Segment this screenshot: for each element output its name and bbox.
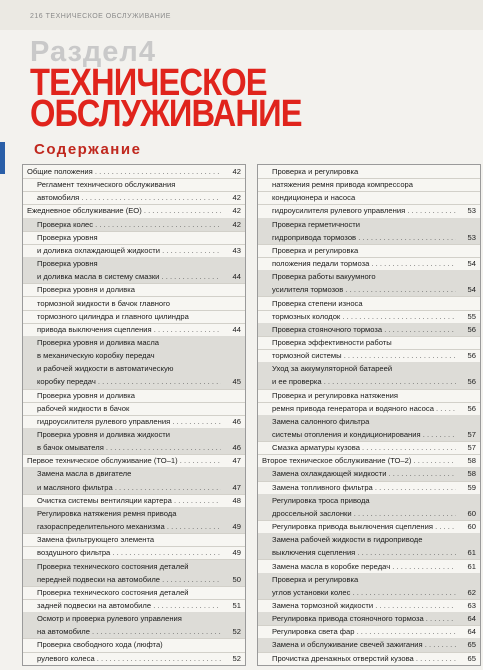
toc-entry-page: 42 xyxy=(232,193,241,203)
toc-entry-page: 56 xyxy=(467,377,476,387)
toc-entry-title: Проверка уровня и доливка жидкости xyxy=(37,430,170,439)
toc-entry-title: Регулировка натяжения ремня привода xyxy=(37,508,177,518)
toc-entry xyxy=(23,481,245,495)
toc-entry-title: Регулировка привода выключения сцепления . . . xyxy=(272,520,456,533)
toc-entry xyxy=(23,297,245,311)
toc-entry-title: выключения сцепления . . . xyxy=(272,546,456,559)
toc-entry-title: Проверка и регулировка xyxy=(272,574,359,584)
toc-entry xyxy=(23,310,245,324)
chapter-title-line2: ОБСЛУЖИВАНИЕ xyxy=(30,93,302,135)
toc-entry-title: передней подвески на автомобиле . . . xyxy=(37,573,221,586)
toc-entry xyxy=(23,625,245,639)
toc-entry xyxy=(258,204,480,218)
toc-entry xyxy=(258,454,480,468)
toc-entry-title: положения педали тормоза . . . xyxy=(272,257,456,270)
toc-entry xyxy=(23,270,245,284)
toc-entry xyxy=(258,218,480,232)
toc-entry-page: 58 xyxy=(467,456,476,466)
toc-entry-page: 61 xyxy=(467,561,476,571)
toc-entry-title: газораспределительного механизма . . . xyxy=(37,520,221,533)
toc-entry xyxy=(23,218,245,232)
toc-entry xyxy=(258,441,480,455)
toc-entry-page: 54 xyxy=(467,285,476,295)
toc-entry xyxy=(258,612,480,626)
toc-entry-title: Проверка свободного хода (люфта) xyxy=(37,640,163,650)
toc-entry-title: Проверка эффективности работы xyxy=(272,337,392,347)
toc-entry-title: Замена тормозной жидкости . . . xyxy=(272,599,456,612)
contents-heading: Содержание xyxy=(34,141,142,158)
toc-entry xyxy=(258,362,480,376)
toc-entry-page: 52 xyxy=(232,627,241,637)
toc-entry-page: 49 xyxy=(232,522,241,532)
toc-entry-title: воздушного фильтра . . . xyxy=(37,546,221,559)
toc-entry xyxy=(258,297,480,311)
toc-entry-title: привода выключения сцепления . . . xyxy=(37,323,221,336)
toc-entry xyxy=(258,560,480,574)
toc-entry-title: рабочей жидкости в бачок xyxy=(37,403,130,413)
top-bar xyxy=(0,0,483,30)
toc-entry-title: и рабочей жидкости в автоматическую xyxy=(37,364,174,374)
toc-entry-title: Осмотр и проверка рулевого управления xyxy=(37,614,182,624)
toc-entry xyxy=(23,244,245,258)
toc-entry-page: 42 xyxy=(232,167,241,176)
toc-entry-title: коробку передач . . . xyxy=(37,375,221,388)
toc-entry-title: Проверка уровня и доливка масла xyxy=(37,337,159,347)
toc-entry xyxy=(23,231,245,245)
toc-entry-title: гидропривода тормозов . . . xyxy=(272,231,456,244)
toc-entry-title: Замена рабочей жидкости в гидроприводе xyxy=(272,535,423,545)
toc-entry xyxy=(258,191,480,205)
toc-entry-title: Регулировка света фар . . . xyxy=(272,625,456,638)
toc-entry xyxy=(258,481,480,495)
toc-entry xyxy=(23,586,245,600)
toc-entry xyxy=(23,283,245,297)
toc-entry xyxy=(258,625,480,639)
toc-column-right xyxy=(257,164,481,666)
toc-entry-title: Проверка уровня и доливка xyxy=(37,390,135,400)
toc-entry xyxy=(23,336,245,350)
toc-entry xyxy=(258,389,480,403)
toc-entry-page: 61 xyxy=(467,548,476,558)
toc-entry-page: 46 xyxy=(232,443,241,453)
toc-entry xyxy=(23,520,245,534)
toc-entry-page: 50 xyxy=(232,574,241,584)
toc-entry xyxy=(258,375,480,389)
toc-entry-page: 63 xyxy=(467,600,476,610)
toc-entry-page: 53 xyxy=(467,206,476,216)
toc-entry-page: 44 xyxy=(232,324,241,334)
toc-entry xyxy=(23,599,245,613)
toc-entry xyxy=(258,257,480,271)
toc-entry-title: дроссельной заслонки . . . xyxy=(272,507,456,520)
toc-entry xyxy=(258,533,480,547)
toc-entry-title: в бачок омывателя . . . xyxy=(37,441,221,454)
toc-entry-title: рулевого колеса . . . xyxy=(37,652,221,665)
toc-entry xyxy=(258,494,480,508)
toc-entry-title: ремня привода генератора и водяного насоса . . . xyxy=(272,402,456,415)
toc-entry-title: Первое техническое обслуживание (ТО–1) . . . xyxy=(27,454,221,467)
toc-entry-page: 60 xyxy=(467,522,476,532)
toc-entry xyxy=(258,310,480,324)
toc-entry xyxy=(258,231,480,245)
toc-entry-title: Ежедневное обслуживание (ЕО) . . . xyxy=(27,204,221,217)
toc-entry-title: гидроусилителя рулевого управления . . . xyxy=(272,204,456,217)
toc-entry xyxy=(258,165,480,179)
toc-entry xyxy=(258,270,480,284)
toc-entry-title: и доливка охлаждающей жидкости . . . xyxy=(37,244,221,257)
toc-entry xyxy=(258,467,480,481)
toc-entry-title: Проверка колес . . . xyxy=(37,218,221,231)
toc-entry-title: Прочистка дренажных отверстий кузова . . . xyxy=(272,652,456,665)
toc-entry-title: Замена охлаждающей жидкости . . . xyxy=(272,467,456,480)
toc-entry-page: 52 xyxy=(232,653,241,663)
toc-entry-page: 45 xyxy=(232,377,241,387)
toc-entry-page: 51 xyxy=(232,600,241,610)
toc-entry-title: тормозных колодок . . . xyxy=(272,310,456,323)
toc-entry xyxy=(258,652,480,666)
toc-entry xyxy=(23,178,245,192)
toc-entry xyxy=(258,507,480,521)
toc-entry-page: 54 xyxy=(467,259,476,269)
toc-entry-title: задней подвески на автомобиле . . . xyxy=(37,599,221,612)
toc-entry-title: Проверка технического состояния деталей xyxy=(37,587,189,597)
toc-entry-title: Проверка стояночного тормоза . . . xyxy=(272,323,456,336)
toc-entry xyxy=(23,441,245,455)
toc-entry xyxy=(23,638,245,652)
toc-entry-title: Общие положения . . . xyxy=(27,165,221,178)
toc-entry xyxy=(258,349,480,363)
toc-entry xyxy=(23,375,245,389)
toc-entry-title: автомобиля . . . xyxy=(37,191,221,204)
toc-entry-title: Проверка уровня xyxy=(37,232,98,242)
toc-entry-title: Проверка работы вакуумного xyxy=(272,272,376,282)
toc-entry-title: тормозной жидкости в бачок главного xyxy=(37,298,170,308)
section-label: Раздел4 xyxy=(30,36,156,68)
toc-entry xyxy=(23,573,245,587)
toc-entry-page: 57 xyxy=(467,430,476,439)
toc-entry-title: Проверка и регулировка xyxy=(272,167,359,176)
toc-entry-page: 58 xyxy=(467,469,476,479)
toc-entry-title: тормозной системы . . . xyxy=(272,349,456,362)
toc-entry xyxy=(258,520,480,534)
toc-entry xyxy=(258,244,480,258)
toc-entry-title: Замена масла в двигателе xyxy=(37,469,132,479)
toc-entry xyxy=(258,178,480,192)
toc-entry-title: и ее проверка . . . xyxy=(272,375,456,388)
toc-entry xyxy=(23,428,245,442)
toc-entry-page: 64 xyxy=(467,614,476,624)
toc-entry-page: 46 xyxy=(232,416,241,426)
toc-entry xyxy=(258,573,480,587)
toc-entry-page: 48 xyxy=(232,495,241,505)
toc-entry xyxy=(23,165,245,179)
toc-entry-title: гидроусилителя рулевого управления . . . xyxy=(37,415,221,428)
toc-entry-title: Второе техническое обслуживание (ТО–2) . . . xyxy=(262,454,456,467)
toc-entry xyxy=(23,467,245,481)
toc-entry-title: Регулировка привода стояночного тормоза . . . xyxy=(272,612,456,625)
toc-entry-title: и масляного фильтра . . . xyxy=(37,481,221,494)
toc-entry-title: тормозного цилиндра и главного цилиндра xyxy=(37,311,189,321)
toc-entry xyxy=(23,546,245,560)
toc-entry-title: Очистка системы вентиляции картера . . . xyxy=(37,494,221,507)
toc-entry-title: кондиционера и насоса xyxy=(272,193,356,203)
toc-entry xyxy=(258,546,480,560)
toc-entry-title: Регулировка троса привода xyxy=(272,495,370,505)
toc-entry-title: Смазка арматуры кузова . . . xyxy=(272,441,456,454)
toc-entry xyxy=(23,191,245,205)
toc-entry-page: 42 xyxy=(232,206,241,216)
toc-entry xyxy=(258,599,480,613)
toc-entry-title: натяжения ремня привода компрессора xyxy=(272,180,413,190)
toc-entry-page: 62 xyxy=(467,587,476,597)
toc-column-left xyxy=(22,164,246,666)
toc-entry xyxy=(23,362,245,376)
chapter-title-line1: ТЕХНИЧЕСКОЕ xyxy=(30,62,267,104)
toc-entry xyxy=(23,402,245,416)
toc-entry-title: Проверка уровня xyxy=(37,259,98,269)
toc-entry-title: и доливка масла в систему смазки . . . xyxy=(37,270,221,283)
toc-entry-page: 65 xyxy=(467,653,476,663)
toc-entry-title: системы отопления и кондиционирования . . . xyxy=(272,428,456,441)
toc-entry xyxy=(258,323,480,337)
toc-entry-page: 56 xyxy=(467,324,476,334)
running-head: 216 ТЕХНИЧЕСКОЕ ОБСЛУЖИВАНИЕ xyxy=(30,13,171,20)
toc-entry-title: Замена и обслуживание свечей зажигания . . . xyxy=(272,638,456,651)
toc-entry xyxy=(258,283,480,297)
toc-entry xyxy=(23,204,245,218)
toc-entry-title: Уход за аккумуляторной батареей xyxy=(272,364,393,374)
toc-entry xyxy=(23,494,245,508)
toc-entry-title: на автомобиле . . . xyxy=(37,625,221,638)
toc-entry-page: 60 xyxy=(467,508,476,518)
toc-entry-page: 56 xyxy=(467,351,476,361)
toc-entry xyxy=(23,389,245,403)
toc-entry-title: Замена салонного фильтра xyxy=(272,416,370,426)
toc-entry-page: 43 xyxy=(232,245,241,255)
toc-entry-title: в механическую коробку передач xyxy=(37,351,155,361)
toc-entry xyxy=(258,402,480,416)
toc-entry xyxy=(23,454,245,468)
toc-entry xyxy=(258,638,480,652)
toc-entry-title: усилителя тормозов . . . xyxy=(272,283,456,296)
toc-entry xyxy=(23,507,245,521)
toc-entry-title: Замена масла в коробке передач . . . xyxy=(272,560,456,573)
toc-entry-page: 44 xyxy=(232,272,241,282)
toc-entry xyxy=(23,415,245,429)
toc-entry-title: Замена топливного фильтра . . . xyxy=(272,481,456,494)
toc-entry-page: 57 xyxy=(467,443,476,453)
toc-entry-title: Замена фильтрующего элемента xyxy=(37,535,155,545)
toc-entry-title: углов установки колес . . . xyxy=(272,586,456,599)
toc-entry xyxy=(258,336,480,350)
toc-entry xyxy=(23,560,245,574)
toc-entry-page: 53 xyxy=(467,232,476,242)
toc-entry xyxy=(23,323,245,337)
toc-entry-page: 47 xyxy=(232,482,241,492)
toc-entry-page: 47 xyxy=(232,456,241,466)
toc-entry xyxy=(23,652,245,666)
toc-entry-page: 55 xyxy=(467,311,476,321)
toc-entry xyxy=(23,257,245,271)
toc-entry-page: 56 xyxy=(467,403,476,413)
toc-entry xyxy=(23,612,245,626)
toc-entry xyxy=(258,415,480,429)
toc-entry-page: 65 xyxy=(467,640,476,650)
toc-entry-page: 59 xyxy=(467,482,476,492)
toc-entry-title: Проверка и регулировка xyxy=(272,245,359,255)
toc-entry-title: Проверка технического состояния деталей xyxy=(37,561,189,571)
toc-entry xyxy=(23,533,245,547)
toc-entry-title: Проверка степени износа xyxy=(272,298,363,308)
toc-entry xyxy=(258,586,480,600)
toc-entry xyxy=(23,349,245,363)
toc-entry-page: 49 xyxy=(232,548,241,558)
toc-entry-title: Проверка уровня и доливка xyxy=(37,285,135,295)
toc-entry-title: Проверка и регулировка натяжения xyxy=(272,390,398,400)
toc-entry xyxy=(258,428,480,442)
toc-entry-page: 64 xyxy=(467,627,476,637)
toc-entry-title: Проверка герметичности xyxy=(272,219,360,229)
toc-entry-title: Регламент технического обслуживания xyxy=(37,180,176,190)
side-tab-marker xyxy=(0,142,5,174)
toc-entry-page: 42 xyxy=(232,219,241,229)
